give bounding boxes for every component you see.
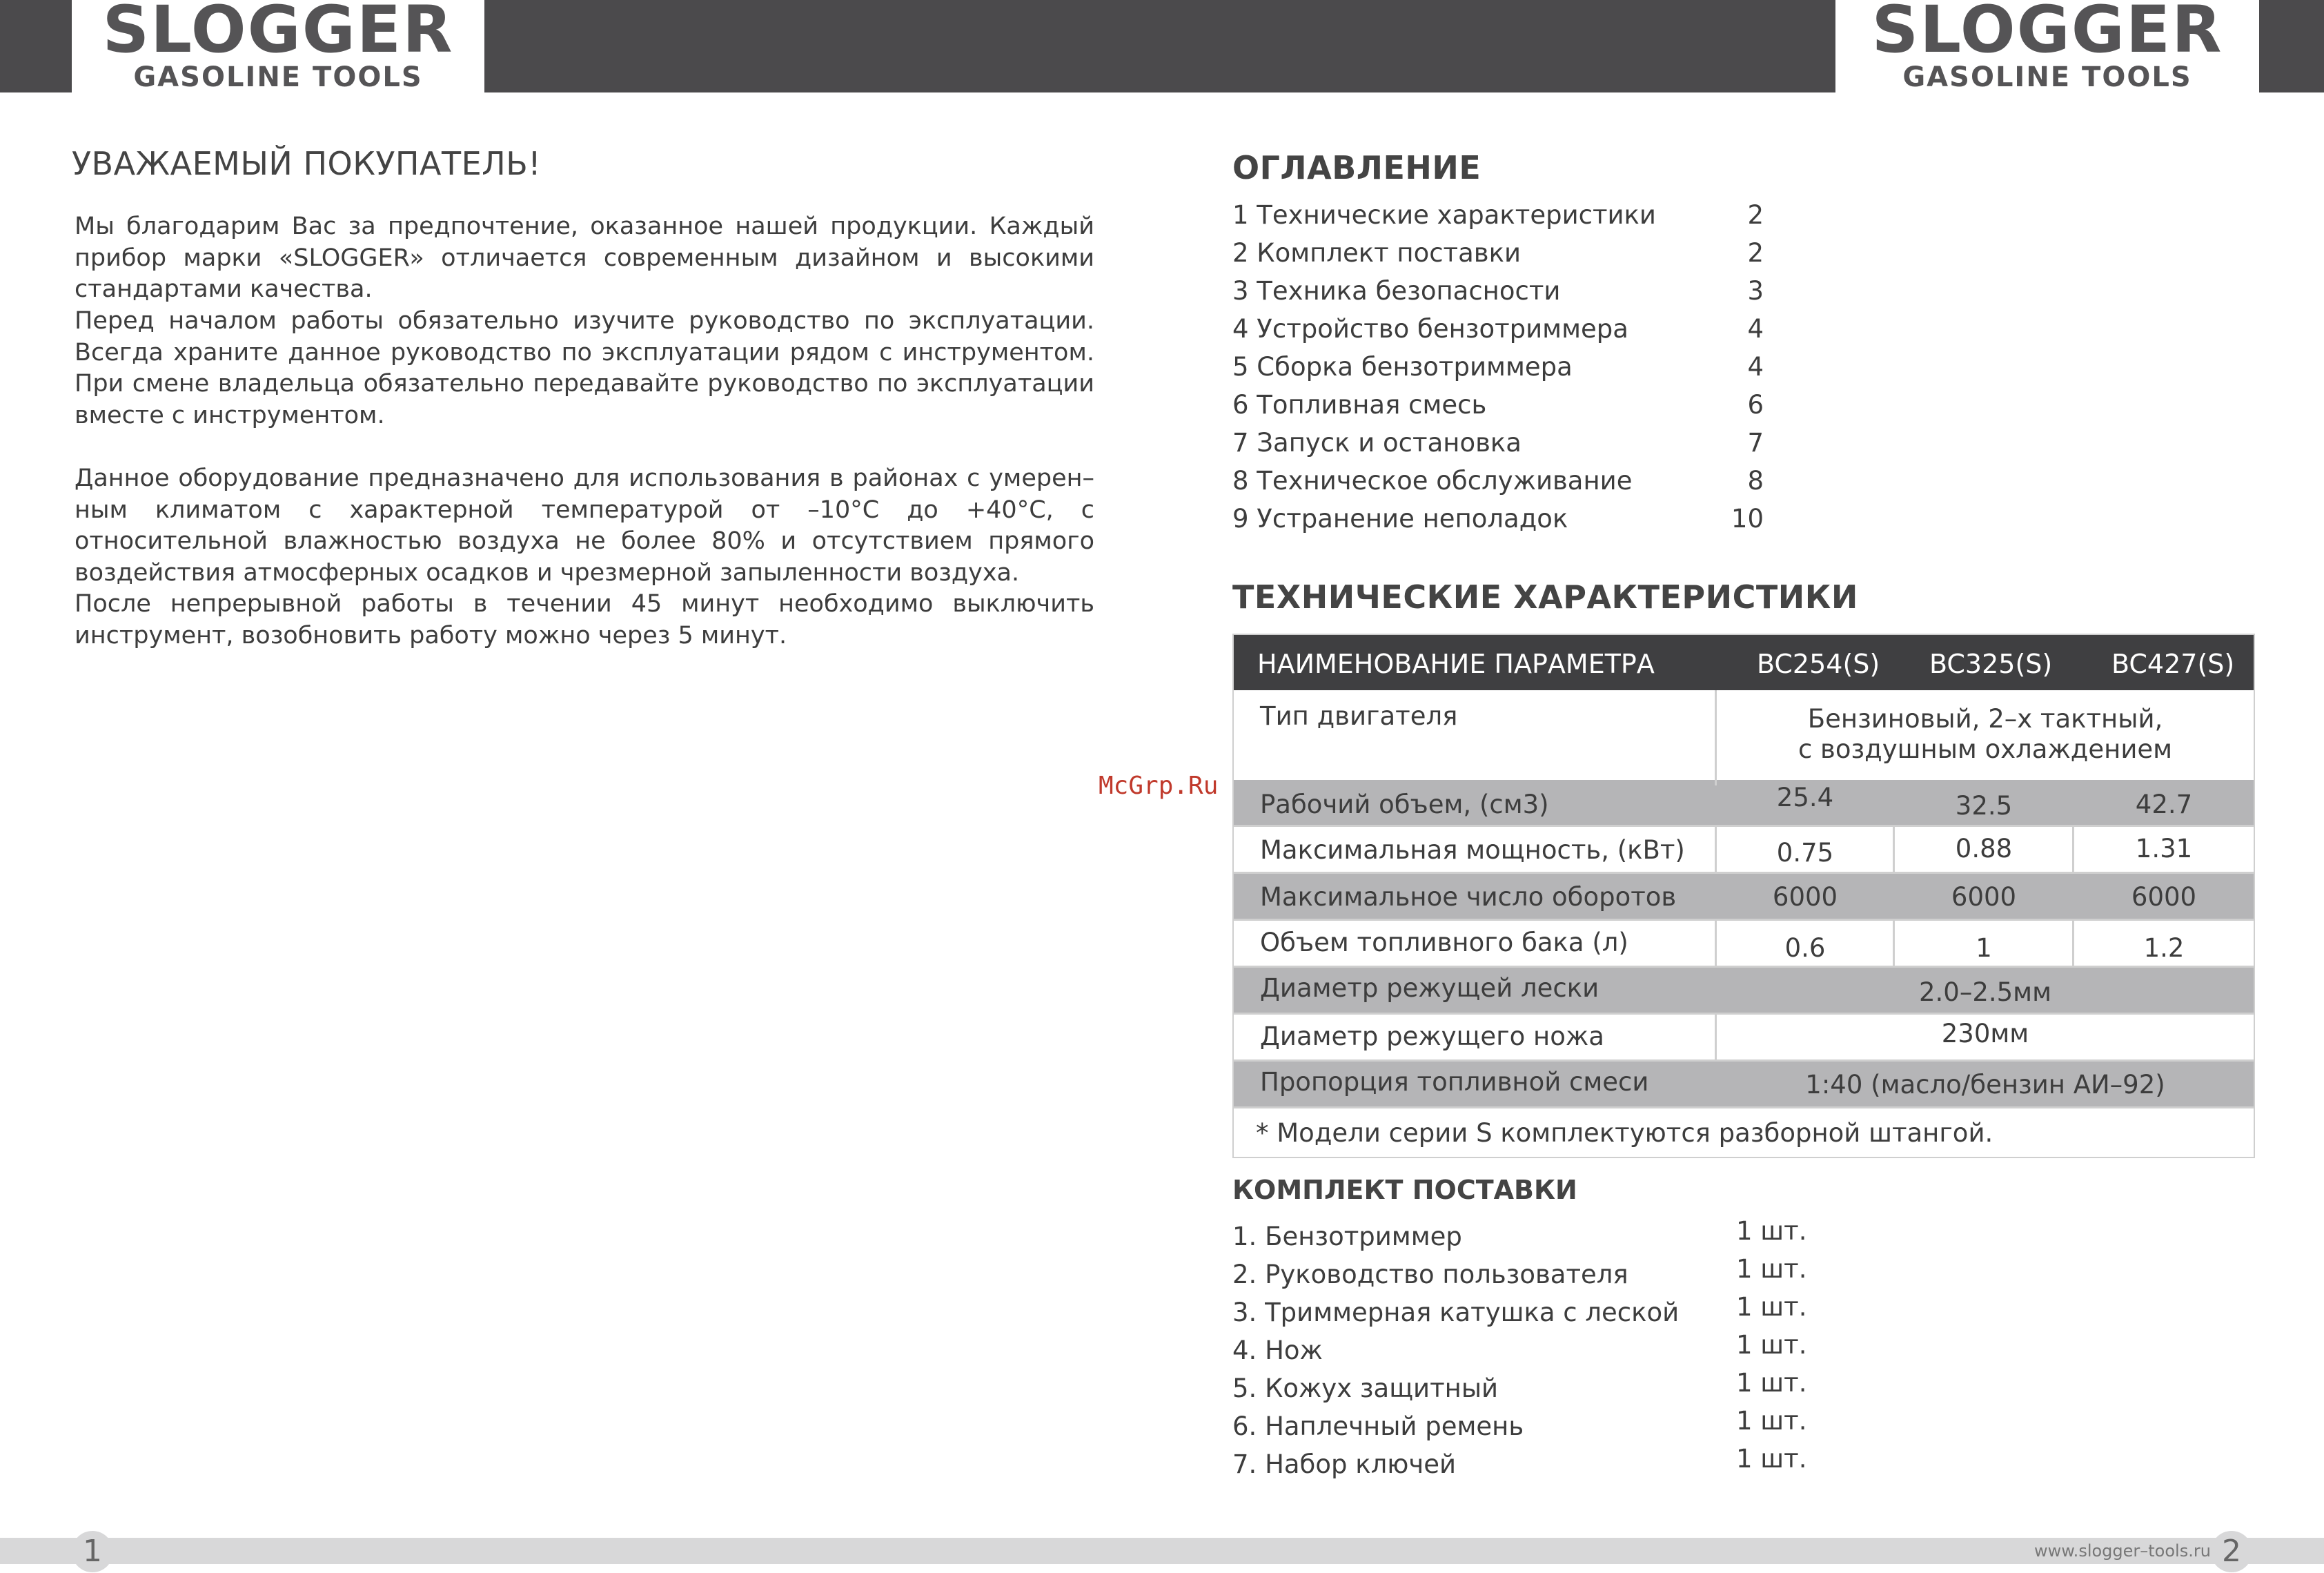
row-label: Диаметр режущего ножа [1260, 1022, 1604, 1051]
table-row [1234, 1015, 2254, 1062]
cell-value: 1:40 (масло/бензин АИ–92) [1805, 1070, 2165, 1100]
table-row [1234, 1062, 2254, 1108]
brand-name: SLOGGER [1871, 0, 2223, 68]
row-label: Тип двигателя [1260, 701, 1458, 731]
specs-heading: ТЕХНИЧЕСКИЕ ХАРАКТЕРИСТИКИ [1232, 578, 1858, 616]
cell-divider [1715, 690, 1717, 785]
row-divider [1234, 872, 2254, 874]
list-item: 7. Набор ключей 1 шт. [1232, 1444, 1807, 1479]
toc-item[interactable]: 9 Устранение неполадок 10 [1232, 504, 1764, 534]
table-row [1234, 827, 2254, 874]
brand-logo-left [72, 0, 484, 92]
list-item: 2. Руководство пользователя 1 шт. [1232, 1254, 1807, 1289]
greeting-heading: УВАЖАЕМЫЙ ПОКУПАТЕЛЬ! [72, 145, 542, 182]
row-label: Пропорция топливной смеси [1260, 1067, 1649, 1097]
row-label: Максимальное число оборотов [1260, 882, 1677, 912]
table-header [1234, 635, 2254, 690]
page-number-right: 2 [2211, 1531, 2252, 1572]
watermark: McGrp.Ru [1099, 772, 1219, 800]
toc-heading: ОГЛАВЛЕНИЕ [1232, 149, 1481, 186]
list-item: 1. Бензотриммер 1 шт. [1232, 1216, 1807, 1251]
list-item: 6. Наплечный ремень 1 шт. [1232, 1406, 1807, 1441]
row-divider [1234, 825, 2254, 827]
model-column-header: BC427(S) [2111, 649, 2235, 679]
toc-item[interactable]: 6 Топливная смесь 6 [1232, 390, 1764, 420]
list-item: 3. Триммерная катушка с леской 1 шт. [1232, 1292, 1807, 1327]
brand-logo-right [1835, 0, 2259, 92]
intro-paragraph: Мы благодарим Вас за предпочтение, оказанное нашей продукции. Каждый прибор марки «SLOGGER» отличается современным дизайном и высокими стандартами качества. [75, 213, 1094, 303]
cell-value: 6000 [1772, 882, 1838, 912]
row-divider [1234, 966, 2254, 968]
cell-value: 0.6 [1784, 933, 1826, 963]
cell-value: 32.5 [1955, 791, 2013, 821]
cell-divider [1715, 921, 1717, 968]
toc-item[interactable]: 1 Технические характеристики 2 [1232, 200, 1764, 230]
toc-item[interactable]: 7 Запуск и остановка 7 [1232, 428, 1764, 458]
toc-item[interactable]: 5 Сборка бензотриммера 4 [1232, 352, 1764, 382]
cell-divider [1715, 827, 1717, 874]
cell-divider [1893, 827, 1895, 874]
cell-divider [1893, 921, 1895, 968]
cell-value: 42.7 [2135, 790, 2193, 819]
cell-value: 6000 [1951, 882, 2017, 912]
list-item: 5. Кожух защитный 1 шт. [1232, 1368, 1807, 1403]
row-label: Объем топливного бака (л) [1260, 928, 1628, 957]
toc-item[interactable]: 3 Техника безопасности 3 [1232, 276, 1764, 306]
table-note-row [1234, 1108, 2254, 1157]
operation-paragraph: После непрерывной работы в течении 45 минут необходимо выключить инструмент, возобновить работу можно через 5 минут. [75, 590, 1094, 649]
toc-item[interactable]: 4 Устройство бензотриммера 4 [1232, 314, 1764, 344]
row-divider [1234, 1106, 2254, 1108]
table-note: * Модели серии S комплектуются разборной штангой. [1256, 1118, 1993, 1148]
climate-paragraph: Данное оборудование предназначено для использования в районах с умерен– ным климатом с характерной температурой от –10°С до +40°С, с относительной влажностью воздуха не более 80% и отсутствием прямого воздействия атмосферных осадков и чрезмерной запыленности воздуха. [75, 465, 1094, 587]
row-label: Диаметр режущей лески [1260, 973, 1599, 1003]
model-column-header: BC254(S) [1757, 649, 1880, 679]
kit-heading: КОМПЛЕКТ ПОСТАВКИ [1232, 1175, 1577, 1205]
footer-bar [0, 1538, 2324, 1564]
table-row [1234, 690, 2254, 780]
cell-value: 0.75 [1776, 838, 1834, 868]
row-label: Рабочий объем, (см3) [1260, 790, 1549, 819]
table-row [1234, 780, 2254, 827]
toc-item[interactable]: 2 Комплект поставки 2 [1232, 238, 1764, 268]
model-column-header: BC325(S) [1929, 649, 2053, 679]
row-divider [1234, 919, 2254, 921]
cell-value: 230мм [1941, 1019, 2029, 1048]
cell-value: 6000 [2131, 882, 2197, 912]
cell-value: 1 [1976, 933, 1992, 963]
table-row [1234, 921, 2254, 968]
cell-value: 1.31 [2135, 834, 2193, 863]
row-divider [1234, 1013, 2254, 1015]
row-label: Максимальная мощность, (кВт) [1260, 835, 1685, 865]
param-column-header: НАИМЕНОВАНИЕ ПАРАМЕТРА [1257, 649, 1655, 679]
page-number-left: 1 [72, 1531, 113, 1572]
manual-paragraph: Перед началом работы обязательно изучите руководство по эксплуатации. Всегда храните данное руководство по эксплуатации рядом с инструментом. При смене владельца обязательно передавайте руководство по эксплуатации вместе с инструментом. [75, 307, 1094, 429]
specs-table [1232, 634, 2255, 1158]
cell-divider [2072, 827, 2074, 874]
cell-value: 2.0–2.5мм [1918, 977, 2051, 1007]
brand-name: SLOGGER [102, 0, 454, 68]
list-item: 4. Нож 1 шт. [1232, 1330, 1807, 1365]
cell-value: 0.88 [1955, 834, 2013, 863]
brand-tagline: GASOLINE TOOLS [133, 61, 423, 93]
table-row [1234, 968, 2254, 1015]
website-url[interactable]: www.slogger–tools.ru [2034, 1541, 2211, 1561]
table-row [1234, 874, 2254, 921]
brand-tagline: GASOLINE TOOLS [1902, 61, 2192, 93]
cell-divider [1715, 1015, 1717, 1062]
cell-divider [2072, 921, 2074, 968]
row-divider [1234, 1059, 2254, 1062]
engine-type-value: Бензиновый, 2–х тактный, с воздушным охлаждением [1798, 704, 2173, 764]
cell-value: 25.4 [1776, 783, 1834, 812]
toc-item[interactable]: 8 Техническое обслуживание 8 [1232, 466, 1764, 496]
cell-value: 1.2 [2143, 933, 2185, 963]
